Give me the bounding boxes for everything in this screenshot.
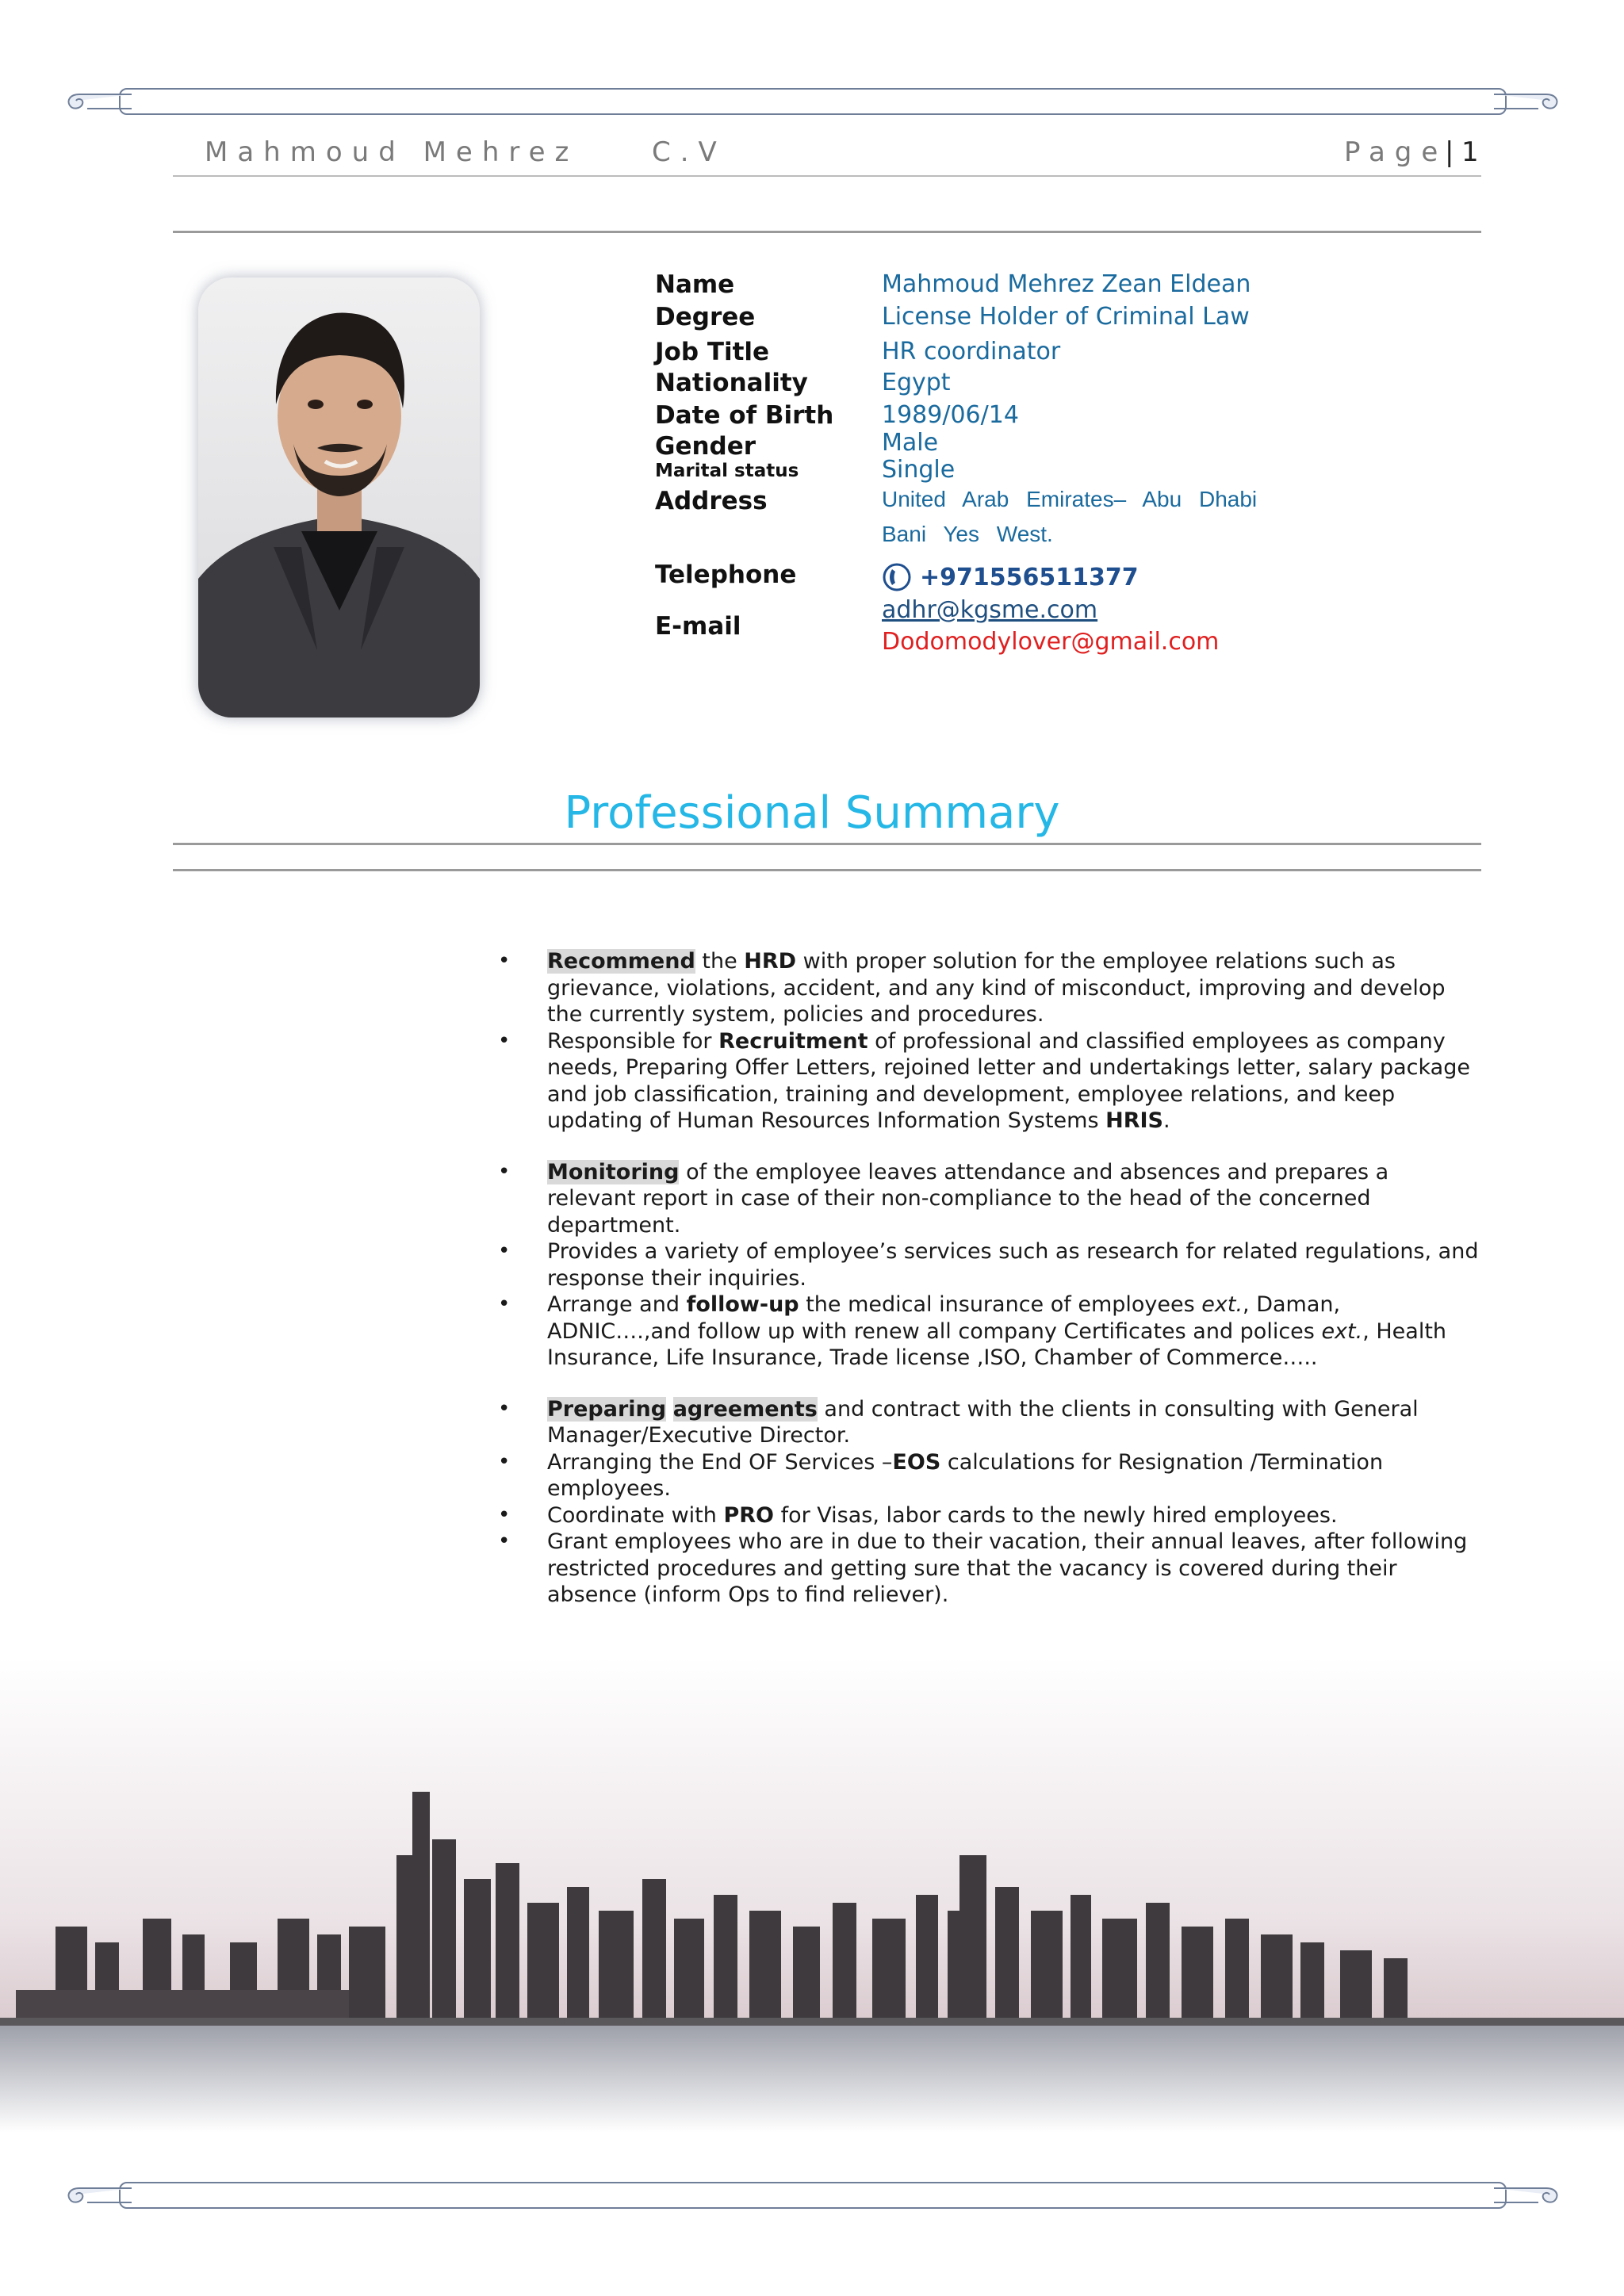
summary-list-item <box>492 1529 1483 1609</box>
value-job-title: HR coordinator <box>882 338 1061 365</box>
summary-text: for Visas, labor cards to the newly hired employees. <box>774 1502 1338 1528</box>
scroll-curl-left <box>63 2179 135 2210</box>
scroll-curl-right <box>1491 2179 1562 2210</box>
summary-list <box>492 948 1483 1712</box>
summary-text: calculations for Resignation /Termination employees. <box>547 1449 1384 1501</box>
bold-keyword: HRD <box>744 949 797 974</box>
summary-text: of professional and classified employees as company needs, Preparing Offer Letters, rejoined letter and undertakings letter, salary package and job classification, training and development, employee relations, and keep updating of Human Resources Information Systems <box>547 1028 1470 1133</box>
summary-list-item <box>492 1159 1483 1239</box>
header-doc: C.V <box>652 136 726 168</box>
header-rule <box>173 175 1481 177</box>
value-address-line1: United Arab Emirates– Abu Dhabi <box>882 487 1258 511</box>
value-marital-status: Single <box>882 456 956 484</box>
value-address-line2: Bani Yes West. <box>882 522 1053 546</box>
summary-list-item <box>492 1502 1483 1529</box>
label-degree: Degree <box>655 303 756 331</box>
label-address: Address <box>655 487 768 515</box>
summary-text: with proper solution for the employee relations such as grievance, violations, accident, and any kind of misconduct, improving and develop the currently system, policies and procedures. <box>547 949 1446 1027</box>
summary-text: Responsible for <box>547 1028 719 1054</box>
profile-photo <box>198 277 480 718</box>
summary-list-item <box>492 1292 1483 1372</box>
summary-text: Arrange and <box>547 1292 687 1317</box>
bold-keyword: PRO <box>723 1502 775 1528</box>
scroll-curl-left <box>63 85 135 117</box>
bold-keyword: Recruitment <box>718 1028 868 1054</box>
label-email: E-mail <box>655 612 741 641</box>
summary-text: the <box>695 949 745 974</box>
label-job-title: Job Title <box>655 338 770 366</box>
summary-text: and contract with the clients in consulting with General Manager/Executive Director. <box>547 1396 1419 1448</box>
highlighted-keyword: Monitoring <box>547 1159 680 1184</box>
value-gender: Male <box>882 429 939 457</box>
summary-text: Provides a variety of employee’s services such as research for related regulations, and response their inquiries. <box>547 1239 1479 1291</box>
top-scroll-banner <box>63 82 1562 121</box>
summary-list-item <box>492 948 1483 1028</box>
value-telephone[interactable]: +971556511377 <box>920 564 1139 591</box>
summary-text: Coordinate with <box>547 1502 724 1528</box>
bottom-scroll-banner <box>63 2175 1562 2215</box>
value-date-of-birth: 1989/06/14 <box>882 401 1019 429</box>
summary-text: the medical insurance of employees <box>799 1292 1202 1317</box>
summary-text <box>666 1397 673 1422</box>
summary-text: Arranging the End OF Services – <box>547 1449 893 1475</box>
highlighted-keyword: agreements <box>672 1396 818 1422</box>
header-page-label: Page <box>1344 136 1448 168</box>
header-page-sep: | <box>1445 136 1454 168</box>
summary-text: Grant employees who are in due to their vacation, their annual leaves, after following restricted procedures and getting sure that the vacancy is covered during their absence (inform Ops to find reliever). <box>547 1529 1468 1607</box>
summary-list-item <box>492 1396 1483 1449</box>
bold-keyword: follow-up <box>686 1292 799 1317</box>
label-gender: Gender <box>655 432 756 461</box>
label-telephone: Telephone <box>655 561 797 589</box>
value-name: Mahmoud Mehrez Zean Eldean <box>882 270 1251 298</box>
italic-text: ext. <box>1321 1318 1363 1344</box>
value-email-1[interactable]: adhr@kgsme.com <box>882 596 1098 624</box>
bold-keyword: HRIS <box>1105 1108 1163 1133</box>
highlighted-keyword: Preparing <box>547 1396 667 1422</box>
summary-list-item <box>492 1028 1483 1135</box>
city-skyline-image <box>0 1657 1624 2133</box>
profile-top-rule <box>173 231 1481 233</box>
section-rule-bottom <box>173 869 1481 871</box>
highlighted-keyword: Recommend <box>547 949 695 974</box>
section-rule-top <box>173 843 1481 845</box>
value-email-2[interactable]: Dodomodylover@gmail.com <box>882 628 1220 656</box>
header-name: Mahmoud Mehrez <box>205 136 579 168</box>
label-name: Name <box>655 270 735 299</box>
section-title-professional-summary: Professional Summary <box>564 787 1060 839</box>
summary-text: . <box>1163 1108 1170 1133</box>
value-nationality: Egypt <box>882 369 951 396</box>
summary-text: , Daman, ADNIC….,and follow up with renew all company Certificates and polices <box>547 1292 1341 1344</box>
value-degree: License Holder of Criminal Law <box>882 303 1250 331</box>
header-page-number: 1 <box>1461 136 1479 168</box>
scroll-curl-right <box>1491 85 1562 117</box>
phone-icon <box>883 561 911 599</box>
italic-text: ext. <box>1201 1292 1243 1317</box>
summary-text: of the employee leaves attendance and absences and prepares a relevant report in case of their non-compliance to the head of the concerned department. <box>547 1159 1389 1238</box>
bold-keyword: EOS <box>892 1449 941 1475</box>
label-marital-status: Marital status <box>655 461 799 481</box>
summary-text: , Health Insurance, Life Insurance, Trade license ,ISO, Chamber of Commerce….. <box>547 1318 1447 1370</box>
label-date-of-birth: Date of Birth <box>655 401 834 430</box>
label-nationality: Nationality <box>655 369 808 397</box>
summary-list-item <box>492 1238 1483 1292</box>
summary-list-item <box>492 1449 1483 1502</box>
